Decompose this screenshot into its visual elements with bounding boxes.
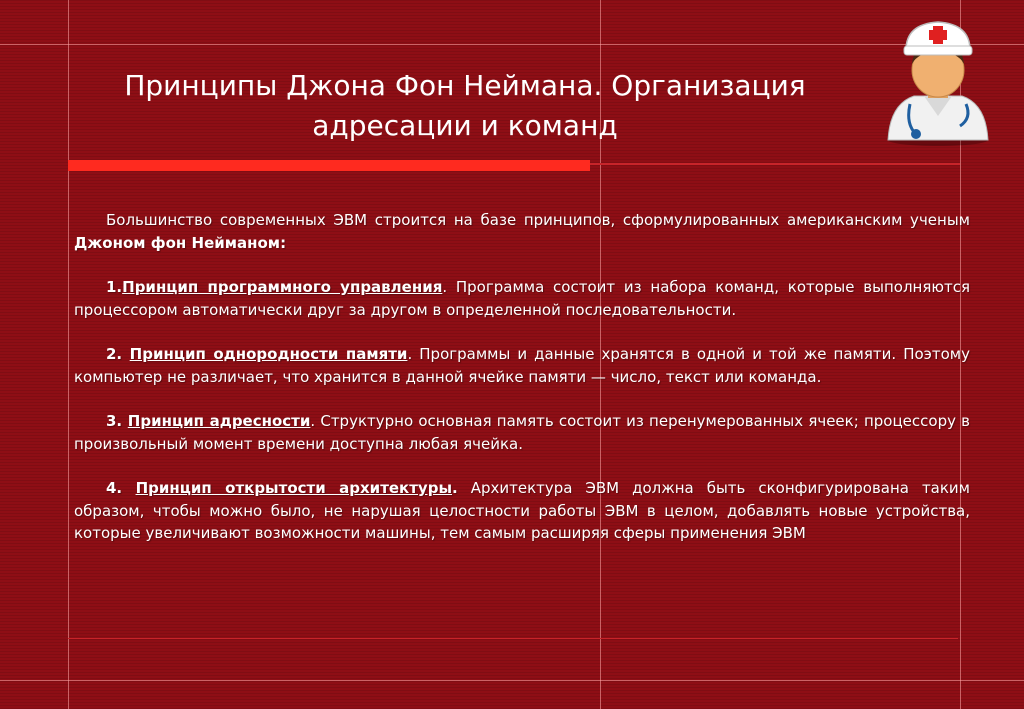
principle-4 <box>74 477 970 545</box>
grid-line-horizontal-2 <box>0 680 1024 681</box>
principle-4-number: 4. <box>106 479 136 497</box>
title-accent-line <box>590 163 960 165</box>
principle-3 <box>74 410 970 455</box>
principle-2-description: . Программы и данные хранятся в одной и той же памяти. Поэтому компьютер не различает, что хранится в данной ячейке памяти — число, текст или команда. <box>74 345 970 386</box>
principle-1-number: 1. <box>106 278 123 296</box>
principle-2 <box>74 343 970 388</box>
principle-3-number: 3. <box>106 412 128 430</box>
principle-3-description: . Структурно основная память состоит из перенумерованных ячеек; процессору в произвольный момент времени доступна любая ячейка. <box>74 412 970 453</box>
doctor-icon <box>880 18 996 148</box>
intro-paragraph <box>74 209 970 254</box>
intro-bold: Джоном фон Нейманом: <box>74 233 287 252</box>
principle-1 <box>74 276 970 321</box>
title-accent-bar <box>68 160 590 171</box>
principle-4-name-suffix: . <box>452 479 458 497</box>
principle-4-name: Принцип открытости архитектуры <box>135 479 453 497</box>
slide-content <box>74 209 970 567</box>
slide-title <box>70 66 860 146</box>
principle-1-name: Принцип программного управления <box>122 278 443 296</box>
slide-title-line-1: Принципы Джона Фон Неймана. Организация <box>124 69 806 102</box>
footer-line <box>68 638 958 639</box>
grid-line-vertical-1 <box>68 0 69 709</box>
principle-3-name: Принцип адресности <box>127 412 311 430</box>
slide-title-line-2: адресации и команд <box>312 109 618 142</box>
principle-2-name: Принцип однородности памяти <box>129 345 408 363</box>
grid-line-horizontal-1 <box>0 44 1024 45</box>
principle-2-number: 2. <box>106 345 130 363</box>
principle-1-description: . Программа состоит из набора команд, которые выполняются процессором автоматически друг за другом в определенной последовательности. <box>74 278 970 319</box>
principle-4-description: Архитектура ЭВМ должна быть сконфигурирована таким образом, чтобы можно было, не нарушая целостности работы ЭВМ в целом, добавлять новые устройства, которые увеличивают возможности машины, тем самым расширяя сферы применения ЭВМ <box>74 479 971 542</box>
intro-text: Большинство современных ЭВМ строится на базе принципов, сформулированных американским ученым <box>106 211 970 229</box>
